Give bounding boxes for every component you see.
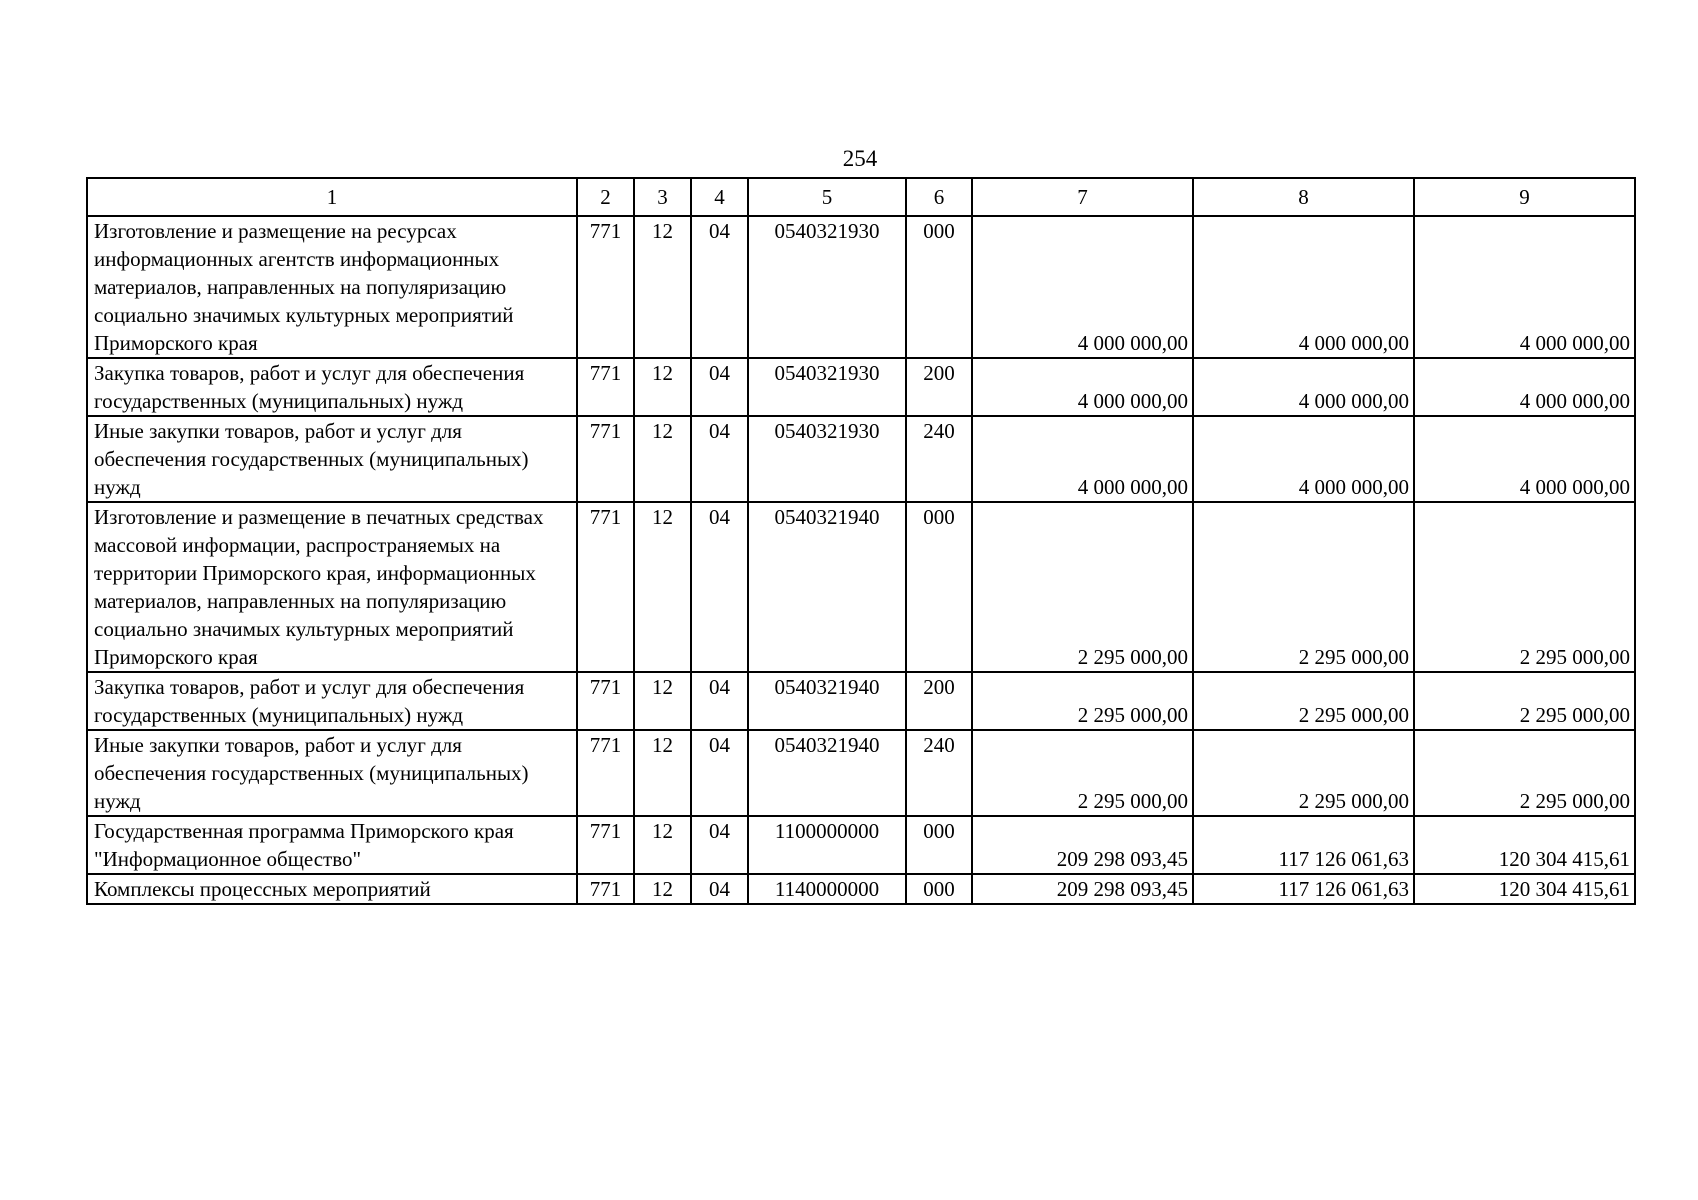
row-description: Государственная программа Приморского края "Информационное общество" — [87, 816, 577, 874]
row-description: Изготовление и размещение в печатных средствах массовой информации, распространяемых на территории Приморского края, информационных материалов, направленных на популяризацию социально значимых культурных мероприятий Приморского края — [87, 502, 577, 672]
section-code: 12 — [634, 358, 691, 416]
column-header: 2 — [577, 178, 634, 216]
table-row — [87, 358, 1635, 416]
row-description: Изготовление и размещение на ресурсах информационных агентств информационных материалов, направленных на популяризацию социально значимых культурных мероприятий Приморского края — [87, 216, 577, 358]
target-article-code: 1100000000 — [748, 816, 906, 874]
column-header: 7 — [972, 178, 1193, 216]
subsection-code: 04 — [691, 874, 748, 904]
amount-col8: 2 295 000,00 — [1193, 672, 1414, 730]
column-header: 3 — [634, 178, 691, 216]
column-header: 5 — [748, 178, 906, 216]
amount-col7: 209 298 093,45 — [972, 816, 1193, 874]
row-description: Иные закупки товаров, работ и услуг для обеспечения государственных (муниципальных) нужд — [87, 416, 577, 502]
amount-col9: 2 295 000,00 — [1414, 730, 1635, 816]
row-description: Закупка товаров, работ и услуг для обеспечения государственных (муниципальных) нужд — [87, 672, 577, 730]
expense-type-code: 240 — [906, 730, 972, 816]
target-article-code: 0540321930 — [748, 216, 906, 358]
target-article-code: 0540321940 — [748, 502, 906, 672]
subsection-code: 04 — [691, 502, 748, 672]
expense-type-code: 200 — [906, 672, 972, 730]
subsection-code: 04 — [691, 358, 748, 416]
amount-col8: 2 295 000,00 — [1193, 502, 1414, 672]
row-description: Закупка товаров, работ и услуг для обеспечения государственных (муниципальных) нужд — [87, 358, 577, 416]
ministry-code: 771 — [577, 672, 634, 730]
budget-table — [86, 177, 1636, 905]
ministry-code: 771 — [577, 416, 634, 502]
amount-col7: 2 295 000,00 — [972, 730, 1193, 816]
ministry-code: 771 — [577, 730, 634, 816]
table-row — [87, 416, 1635, 502]
row-description: Комплексы процессных мероприятий — [87, 874, 577, 904]
expense-type-code: 000 — [906, 874, 972, 904]
table-row — [87, 730, 1635, 816]
amount-col9: 120 304 415,61 — [1414, 874, 1635, 904]
table-row — [87, 672, 1635, 730]
column-header: 8 — [1193, 178, 1414, 216]
amount-col7: 209 298 093,45 — [972, 874, 1193, 904]
expense-type-code: 000 — [906, 816, 972, 874]
target-article-code: 0540321930 — [748, 358, 906, 416]
amount-col8: 4 000 000,00 — [1193, 216, 1414, 358]
section-code: 12 — [634, 730, 691, 816]
subsection-code: 04 — [691, 816, 748, 874]
amount-col7: 4 000 000,00 — [972, 416, 1193, 502]
column-header: 6 — [906, 178, 972, 216]
expense-type-code: 200 — [906, 358, 972, 416]
ministry-code: 771 — [577, 874, 634, 904]
table-row — [87, 216, 1635, 358]
page-number: 254 — [842, 146, 878, 171]
ministry-code: 771 — [577, 816, 634, 874]
section-code: 12 — [634, 816, 691, 874]
expense-type-code: 000 — [906, 502, 972, 672]
subsection-code: 04 — [691, 730, 748, 816]
amount-col8: 117 126 061,63 — [1193, 874, 1414, 904]
table-row — [87, 502, 1635, 672]
ministry-code: 771 — [577, 216, 634, 358]
amount-col7: 4 000 000,00 — [972, 358, 1193, 416]
subsection-code: 04 — [691, 416, 748, 502]
target-article-code: 0540321940 — [748, 672, 906, 730]
amount-col7: 4 000 000,00 — [972, 216, 1193, 358]
table-body — [87, 216, 1635, 904]
amount-col8: 4 000 000,00 — [1193, 358, 1414, 416]
subsection-code: 04 — [691, 216, 748, 358]
table-row — [87, 816, 1635, 874]
amount-col8: 117 126 061,63 — [1193, 816, 1414, 874]
expense-type-code: 240 — [906, 416, 972, 502]
amount-col8: 2 295 000,00 — [1193, 730, 1414, 816]
column-header: 9 — [1414, 178, 1635, 216]
subsection-code: 04 — [691, 672, 748, 730]
section-code: 12 — [634, 672, 691, 730]
section-code: 12 — [634, 416, 691, 502]
header-row — [87, 178, 1635, 216]
column-header: 1 — [87, 178, 577, 216]
section-code: 12 — [634, 502, 691, 672]
amount-col9: 2 295 000,00 — [1414, 672, 1635, 730]
table-header — [87, 178, 1635, 216]
target-article-code: 1140000000 — [748, 874, 906, 904]
amount-col7: 2 295 000,00 — [972, 502, 1193, 672]
expense-type-code: 000 — [906, 216, 972, 358]
amount-col9: 4 000 000,00 — [1414, 358, 1635, 416]
ministry-code: 771 — [577, 358, 634, 416]
amount-col9: 4 000 000,00 — [1414, 216, 1635, 358]
amount-col9: 120 304 415,61 — [1414, 816, 1635, 874]
amount-col7: 2 295 000,00 — [972, 672, 1193, 730]
target-article-code: 0540321940 — [748, 730, 906, 816]
section-code: 12 — [634, 874, 691, 904]
column-header: 4 — [691, 178, 748, 216]
amount-col9: 2 295 000,00 — [1414, 502, 1635, 672]
section-code: 12 — [634, 216, 691, 358]
row-description: Иные закупки товаров, работ и услуг для обеспечения государственных (муниципальных) нужд — [87, 730, 577, 816]
amount-col8: 4 000 000,00 — [1193, 416, 1414, 502]
target-article-code: 0540321930 — [748, 416, 906, 502]
amount-col9: 4 000 000,00 — [1414, 416, 1635, 502]
table-row — [87, 874, 1635, 904]
ministry-code: 771 — [577, 502, 634, 672]
